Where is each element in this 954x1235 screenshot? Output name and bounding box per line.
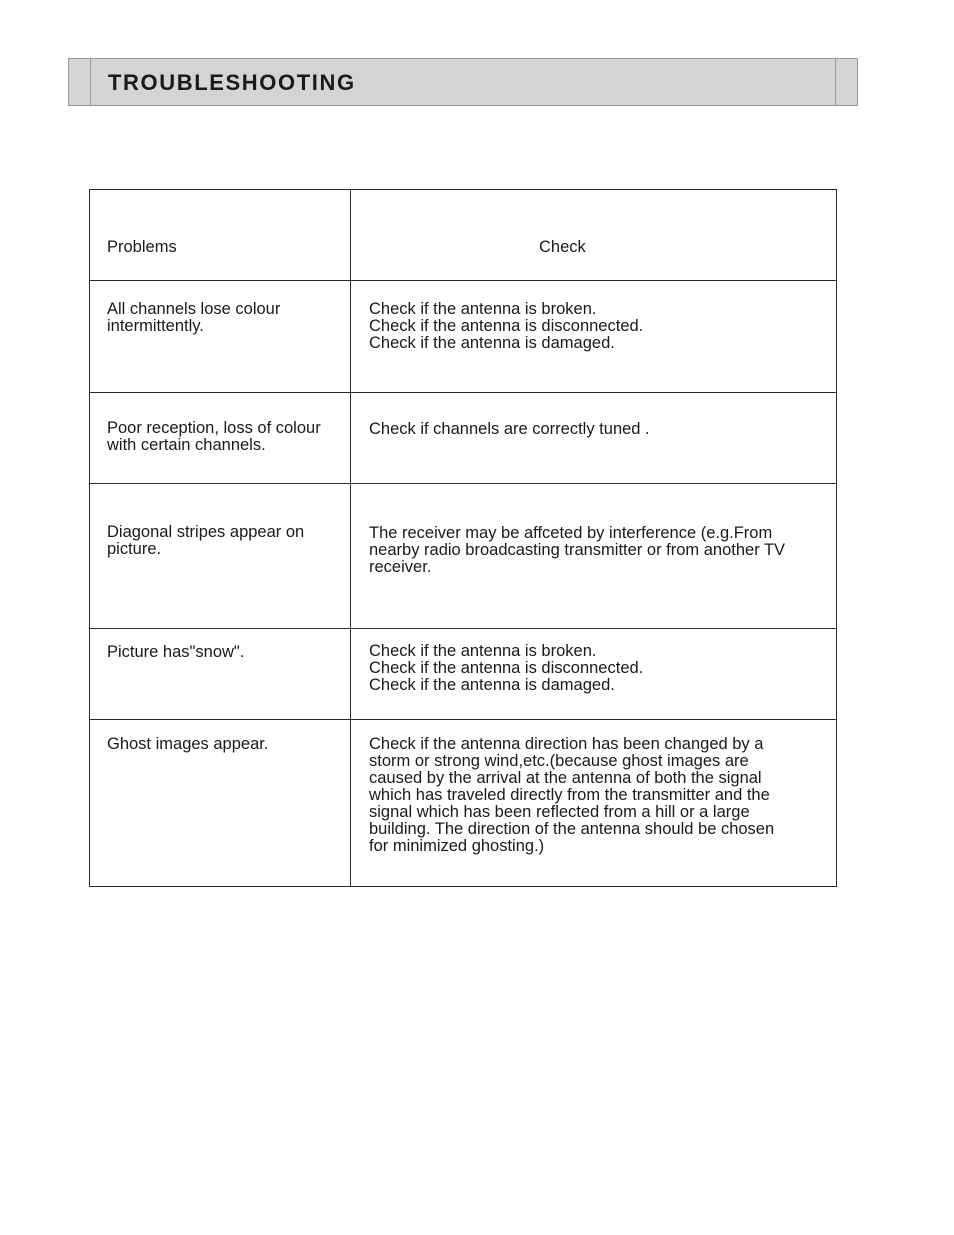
header-cell-problems bbox=[90, 190, 351, 281]
header-right-tab bbox=[835, 59, 857, 105]
check-cell bbox=[351, 720, 837, 887]
problem-cell bbox=[90, 720, 351, 887]
header-left-tab bbox=[69, 59, 91, 105]
column-header-check: Check bbox=[539, 238, 586, 256]
table-row bbox=[90, 484, 837, 629]
check-cell bbox=[351, 629, 837, 720]
table-row bbox=[90, 629, 837, 720]
troubleshooting-table bbox=[89, 189, 837, 887]
check-text: Check if the antenna direction has been changed by a storm or strong wind,etc.(because ghost images are caused by the arrival at the antenna of both the signal which has traveled directly from the transmitter and the signal which has been reflected from a hill or a large building. The direction of the antenna should be chosen for minimized ghosting.) bbox=[369, 735, 775, 855]
check-cell bbox=[351, 393, 837, 484]
check-text: Check if the antenna is broken. Check if the antenna is disconnected. Check if the antenna is damaged. bbox=[369, 300, 644, 352]
problem-text: Poor reception, loss of colour with certain channels. bbox=[107, 419, 321, 454]
check-text: The receiver may be affceted by interference (e.g.From nearby radio broadcasting transmitter or from another TV receiver. bbox=[369, 524, 786, 576]
problem-text: Diagonal stripes appear on picture. bbox=[107, 523, 305, 558]
problem-cell bbox=[90, 484, 351, 629]
table-row bbox=[90, 720, 837, 887]
section-header-bar bbox=[68, 58, 858, 106]
page-title: TROUBLESHOOTING bbox=[108, 70, 356, 95]
problem-cell bbox=[90, 281, 351, 393]
check-cell bbox=[351, 484, 837, 629]
problem-text: Picture has"snow". bbox=[107, 643, 245, 661]
table-row bbox=[90, 281, 837, 393]
check-cell bbox=[351, 281, 837, 393]
check-text: Check if channels are correctly tuned . bbox=[369, 420, 650, 438]
table-row bbox=[90, 393, 837, 484]
problem-cell bbox=[90, 393, 351, 484]
problem-text: All channels lose colour intermittently. bbox=[107, 300, 281, 335]
problem-cell bbox=[90, 629, 351, 720]
table-header-row bbox=[90, 190, 837, 281]
check-text: Check if the antenna is broken. Check if the antenna is disconnected. Check if the antenna is damaged. bbox=[369, 642, 644, 694]
problem-text: Ghost images appear. bbox=[107, 735, 269, 753]
header-cell-check bbox=[351, 190, 837, 281]
column-header-problems: Problems bbox=[107, 238, 177, 256]
